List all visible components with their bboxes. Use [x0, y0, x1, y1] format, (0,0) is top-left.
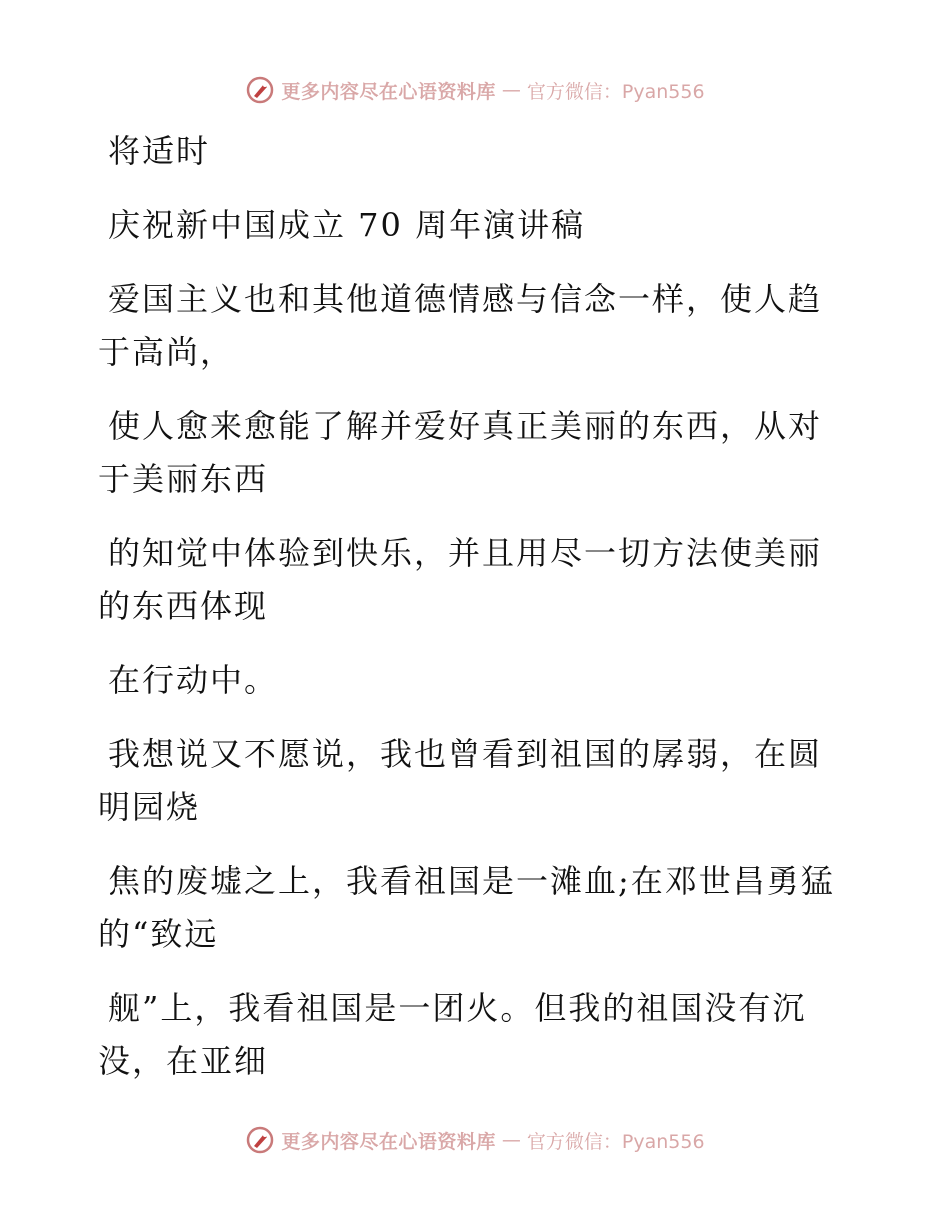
- paragraph: [98, 728, 858, 855]
- paragraph-line: 明园烧: [98, 788, 201, 826]
- paragraph: [98, 982, 858, 1109]
- watermark-dash: —: [501, 79, 521, 101]
- paragraph: [98, 125, 858, 199]
- paragraph-line: 于高尚，: [98, 333, 235, 371]
- paragraph-line: 使人愈来愈能了解并爱好真正美丽的东西，从对: [108, 407, 823, 445]
- paragraph-line: 爱国主义也和其他道德情感与信念一样，使人趋: [108, 280, 823, 318]
- paragraph-line: 将适时: [108, 132, 211, 170]
- header-watermark: [0, 70, 950, 110]
- paragraph-line: 于美丽东西: [98, 460, 269, 498]
- paragraph-line: 在行动中。: [108, 661, 279, 699]
- paragraph-line: 焦的废墟之上，我看祖国是一滩血;在邓世昌勇猛: [108, 862, 835, 900]
- watermark-dash: —: [501, 1129, 521, 1151]
- paragraph: [98, 273, 858, 400]
- footer-watermark: [0, 1120, 950, 1160]
- paragraph-line: 没，在亚细: [98, 1042, 269, 1080]
- paragraph-line: 庆祝新中国成立 70 周年演讲稿: [108, 206, 586, 244]
- pen-nib-circle-icon: [245, 1125, 275, 1155]
- document-title: [98, 199, 858, 273]
- paragraph: [98, 654, 858, 728]
- watermark-wechat-text: 官方微信：Pyan556: [526, 1130, 705, 1153]
- pen-nib-circle-icon: [245, 75, 275, 105]
- paragraph-line: 我想说又不愿说，我也曾看到祖国的孱弱，在圆: [108, 735, 823, 773]
- document-body: [98, 125, 858, 1109]
- paragraph-line: 的知觉中体验到快乐，并且用尽一切方法使美丽: [108, 534, 823, 572]
- paragraph-line: 的“致远: [98, 915, 219, 953]
- paragraph: [98, 400, 858, 527]
- paragraph: [98, 527, 858, 654]
- watermark-wechat-text: 官方微信：Pyan556: [526, 80, 705, 103]
- watermark-site-text: 更多内容尽在心语资料库: [281, 80, 496, 103]
- paragraph-line: 舰”上，我看祖国是一团火。但我的祖国没有沉: [108, 989, 807, 1027]
- watermark-site-text: 更多内容尽在心语资料库: [281, 1130, 496, 1153]
- paragraph-line: 的东西体现: [98, 587, 269, 625]
- paragraph: [98, 855, 858, 982]
